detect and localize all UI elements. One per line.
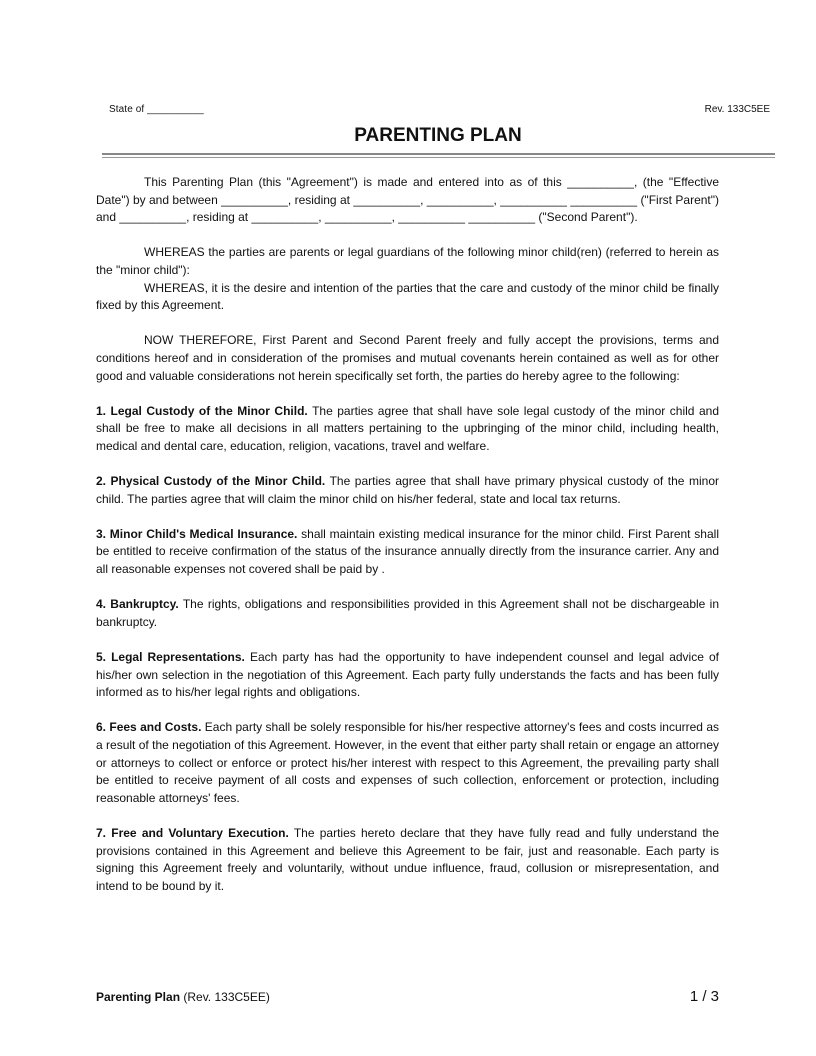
title-divider-thin	[102, 157, 775, 158]
section-title: 5. Legal Representations.	[96, 650, 245, 665]
revision-label: Rev. 133C5EE	[704, 104, 770, 115]
section-medical-insurance	[96, 526, 719, 579]
section-physical-custody	[96, 473, 719, 508]
section-bankruptcy	[96, 596, 719, 631]
page-title: PARENTING PLAN	[354, 125, 522, 146]
section-title: 2. Physical Custody of the Minor Child.	[96, 474, 326, 489]
section-text: shall maintain existing medical insurance for the minor child. First Parent shall be entitled to receive confirmation of the status of the insurance annually directly from the insurance carrier. Any and all reasonable expenses not covered shall be paid by .	[96, 526, 719, 577]
section-title: 7. Free and Voluntary Execution.	[96, 825, 289, 840]
now-therefore-paragraph: NOW THEREFORE, First Parent and Second Parent freely and fully accept the provisions, terms and conditions hereof and in consideration of the promises and mutual covenants herein contained as well as for other good and valuable considerations not herein specifically set forth, the parties do hereby agree to the following:	[96, 333, 719, 383]
section-fees-costs	[96, 719, 719, 807]
footer-doc-name: Parenting Plan	[96, 990, 181, 1004]
section-legal-representations	[96, 649, 719, 702]
whereas-paragraph-2: WHEREAS, it is the desire and intention of the parties that the care and custody of the minor child be finally fixed by this Agreement.	[96, 280, 719, 313]
document-body	[96, 174, 719, 895]
section-text: The rights, obligations and responsibilities provided in this Agreement shall not be dischargeable in bankruptcy.	[96, 597, 719, 629]
section-text: Each party has had the opportunity to have independent counsel and legal advice of his/her own selection in the negotiation of this Agreement. Each party fully understands the facts and has been fully informed as to his/her legal rights and obligations.	[96, 650, 719, 700]
section-text: The parties agree that shall have primary physical custody of the minor child. The parties agree that will claim the minor child on his/her federal, state and local tax returns.	[96, 474, 719, 506]
section-title: 3. Minor Child's Medical Insurance.	[96, 526, 298, 541]
section-title: 4. Bankruptcy.	[96, 597, 179, 612]
footer-doc-label	[96, 990, 270, 1004]
state-of-field: State of __________	[109, 104, 204, 115]
section-title: 1. Legal Custody of the Minor Child.	[96, 403, 308, 418]
section-voluntary-execution	[96, 825, 719, 895]
page-number: 1 / 3	[689, 988, 719, 1005]
section-text: The parties hereto declare that they have fully read and fully understand the provisions contained in this Agreement and believe this Agreement to be fair, just and reasonable. Each party is signing this Agreement freely and voluntarily, without undue influence, fraud, collusion or misrepresentation, and intend to be bound by it.	[96, 825, 719, 893]
footer-rev: (Rev. 133C5EE)	[180, 990, 270, 1004]
title-divider	[102, 153, 775, 155]
section-text: The parties agree that shall have sole legal custody of the minor child and shall be free to make all decisions in all matters pertaining to the upbringing of the minor child, including health, medical and dental care, education, religion, vacations, travel and welfare.	[96, 403, 719, 453]
intro-paragraph: This Parenting Plan (this "Agreement") is made and entered into as of this __________, (the "Effective Date") by and between __________, residing at __________, __________, __________ __________ ("First Parent") and __________, residing at __________, __________, __________ __________ ("Second Parent").	[96, 175, 719, 225]
section-legal-custody	[96, 403, 719, 456]
section-title: 6. Fees and Costs.	[96, 720, 202, 735]
section-text: Each party shall be solely responsible for his/her respective attorney's fees and costs incurred as a result of the negotiation of this Agreement. However, in the event that either party shall retain or engage an attorney or attorneys to collect or enforce or protect his/her interest with respect to this Agreement, the prevailing party shall be entitled to receive payment of all costs and expenses of such collection, enforcement or protection, including reasonable attorneys' fees.	[96, 720, 719, 805]
whereas-paragraph-1: WHEREAS the parties are parents or legal guardians of the following minor child(ren) (referred to herein as the "minor child"):	[96, 245, 719, 277]
